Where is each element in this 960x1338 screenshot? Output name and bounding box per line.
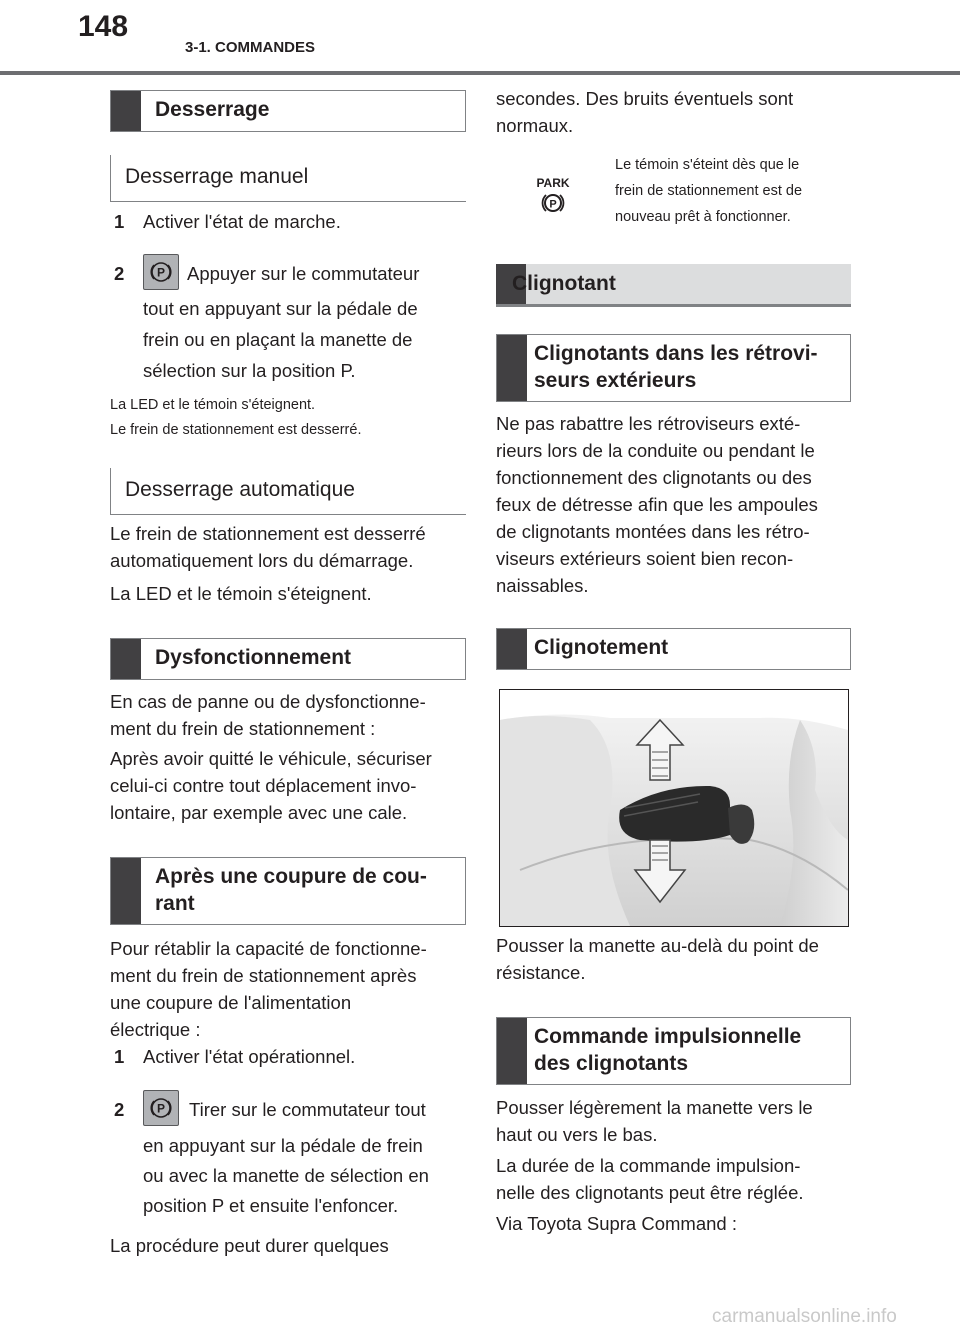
- park-note: nouveau prêt à fonctionner.: [615, 209, 791, 225]
- paragraph: Via Toyota Supra Command :: [496, 1213, 737, 1234]
- section-title: Desserrage: [155, 98, 270, 121]
- park-note: Le témoin s'éteint dès que le: [615, 157, 800, 173]
- paragraph: de clignotants montées dans les rétro-: [496, 521, 810, 542]
- paragraph: ment du frein de stationnement après: [110, 965, 417, 986]
- section-desserrage: [110, 90, 466, 132]
- paragraph: secondes. Des bruits éventuels sont: [496, 88, 794, 109]
- paragraph: rieurs lors de la conduite ou pendant le: [496, 440, 815, 461]
- step-text: tout en appuyant sur la pédale de: [143, 298, 418, 319]
- subsection-desserrage-manuel: [110, 155, 466, 202]
- paragraph: électrique :: [110, 1019, 201, 1040]
- paragraph: Le frein de stationnement est desserré: [110, 523, 426, 544]
- park-indicator-icon: [533, 174, 573, 216]
- step-text: Activer l'état opérationnel.: [143, 1046, 356, 1067]
- chapter-title: 3-1. COMMANDES: [185, 39, 316, 56]
- step-number: 2: [114, 1099, 125, 1120]
- step-text: sélection sur la position P.: [143, 360, 356, 381]
- paragraph: automatiquement lors du démarrage.: [110, 550, 414, 571]
- paragraph: En cas de panne ou de dysfonctionne-: [110, 691, 426, 712]
- paragraph: celui-ci contre tout déplacement invo-: [110, 775, 417, 796]
- watermark: carmanualsonline.info: [712, 1306, 897, 1327]
- paragraph: Après avoir quitté le véhicule, sécuriser: [110, 748, 432, 769]
- parking-brake-icon: [143, 1090, 179, 1126]
- subsection-title: Desserrage manuel: [125, 165, 309, 188]
- section-title: Clignotant: [512, 272, 616, 295]
- step-text: position P et ensuite l'enfoncer.: [143, 1195, 399, 1216]
- svg-text:P: P: [156, 265, 166, 280]
- caption: résistance.: [496, 962, 586, 983]
- section-commande-impulsionnelle: [496, 1017, 851, 1085]
- step-text: ou avec la manette de sélection en: [143, 1165, 429, 1186]
- park-note: frein de stationnement est de: [615, 183, 803, 199]
- park-label: PARK: [536, 176, 570, 190]
- section-title: Commande impulsionnelle des clignotants: [534, 1025, 802, 1075]
- paragraph: normaux.: [496, 115, 574, 136]
- page-number: 148: [78, 10, 129, 43]
- step-number: 1: [114, 211, 125, 232]
- turn-signal-stalk-illustration: [499, 689, 849, 927]
- section-title: Dysfonctionnement: [155, 646, 352, 669]
- paragraph: viseurs extérieurs soient bien recon-: [496, 548, 794, 569]
- paragraph: une coupure de l'alimentation: [110, 992, 352, 1013]
- section-title: Clignotants dans les rétrovi- seurs extérieurs: [534, 342, 818, 392]
- paragraph: La LED et le témoin s'éteignent.: [110, 583, 372, 604]
- step-text: Tirer sur le commutateur tout: [189, 1099, 426, 1120]
- step-text: frein ou en plaçant la manette de: [143, 329, 413, 350]
- paragraph: La durée de la commande impulsion-: [496, 1155, 801, 1176]
- paragraph: nelle des clignotants peut être réglée.: [496, 1182, 804, 1203]
- svg-text:P: P: [549, 198, 557, 211]
- note: Le frein de stationnement est desserré.: [110, 422, 362, 438]
- subsection-title: Desserrage automatique: [125, 478, 355, 501]
- svg-text:P: P: [156, 1101, 166, 1116]
- section-dysfonctionnement: [110, 638, 466, 680]
- paragraph: La procédure peut durer quelques: [110, 1235, 389, 1256]
- section-clignotants-retroviseurs: [496, 334, 851, 402]
- paragraph: naissables.: [496, 575, 589, 596]
- paragraph: fonctionnement des clignotants ou des: [496, 467, 812, 488]
- subsection-desserrage-automatique: [110, 468, 466, 515]
- paragraph: feux de détresse afin que les ampoules: [496, 494, 818, 515]
- step-text: en appuyant sur la pédale de frein: [143, 1135, 423, 1156]
- step-number: 1: [114, 1046, 125, 1067]
- step-text: Activer l'état de marche.: [143, 211, 341, 232]
- paragraph: lontaire, par exemple avec une cale.: [110, 802, 408, 823]
- section-clignotement: [496, 628, 851, 670]
- section-title: Après une coupure de cou- rant: [155, 865, 427, 915]
- section-title: Clignotement: [534, 636, 669, 659]
- paragraph: Ne pas rabattre les rétroviseurs exté-: [496, 413, 801, 434]
- header-rule: [0, 71, 960, 75]
- paragraph: Pour rétablir la capacité de fonctionne-: [110, 938, 427, 959]
- section-coupure-courant: [110, 857, 466, 925]
- step-number: 2: [114, 263, 125, 284]
- parking-brake-icon: [143, 254, 179, 290]
- step-text: Appuyer sur le commutateur: [187, 263, 420, 284]
- paragraph: haut ou vers le bas.: [496, 1124, 658, 1145]
- paragraph: Pousser légèrement la manette vers le: [496, 1097, 813, 1118]
- paragraph: ment du frein de stationnement :: [110, 718, 376, 739]
- note: La LED et le témoin s'éteignent.: [110, 397, 316, 413]
- section-clignotant: [496, 264, 851, 307]
- caption: Pousser la manette au-delà du point de: [496, 935, 819, 956]
